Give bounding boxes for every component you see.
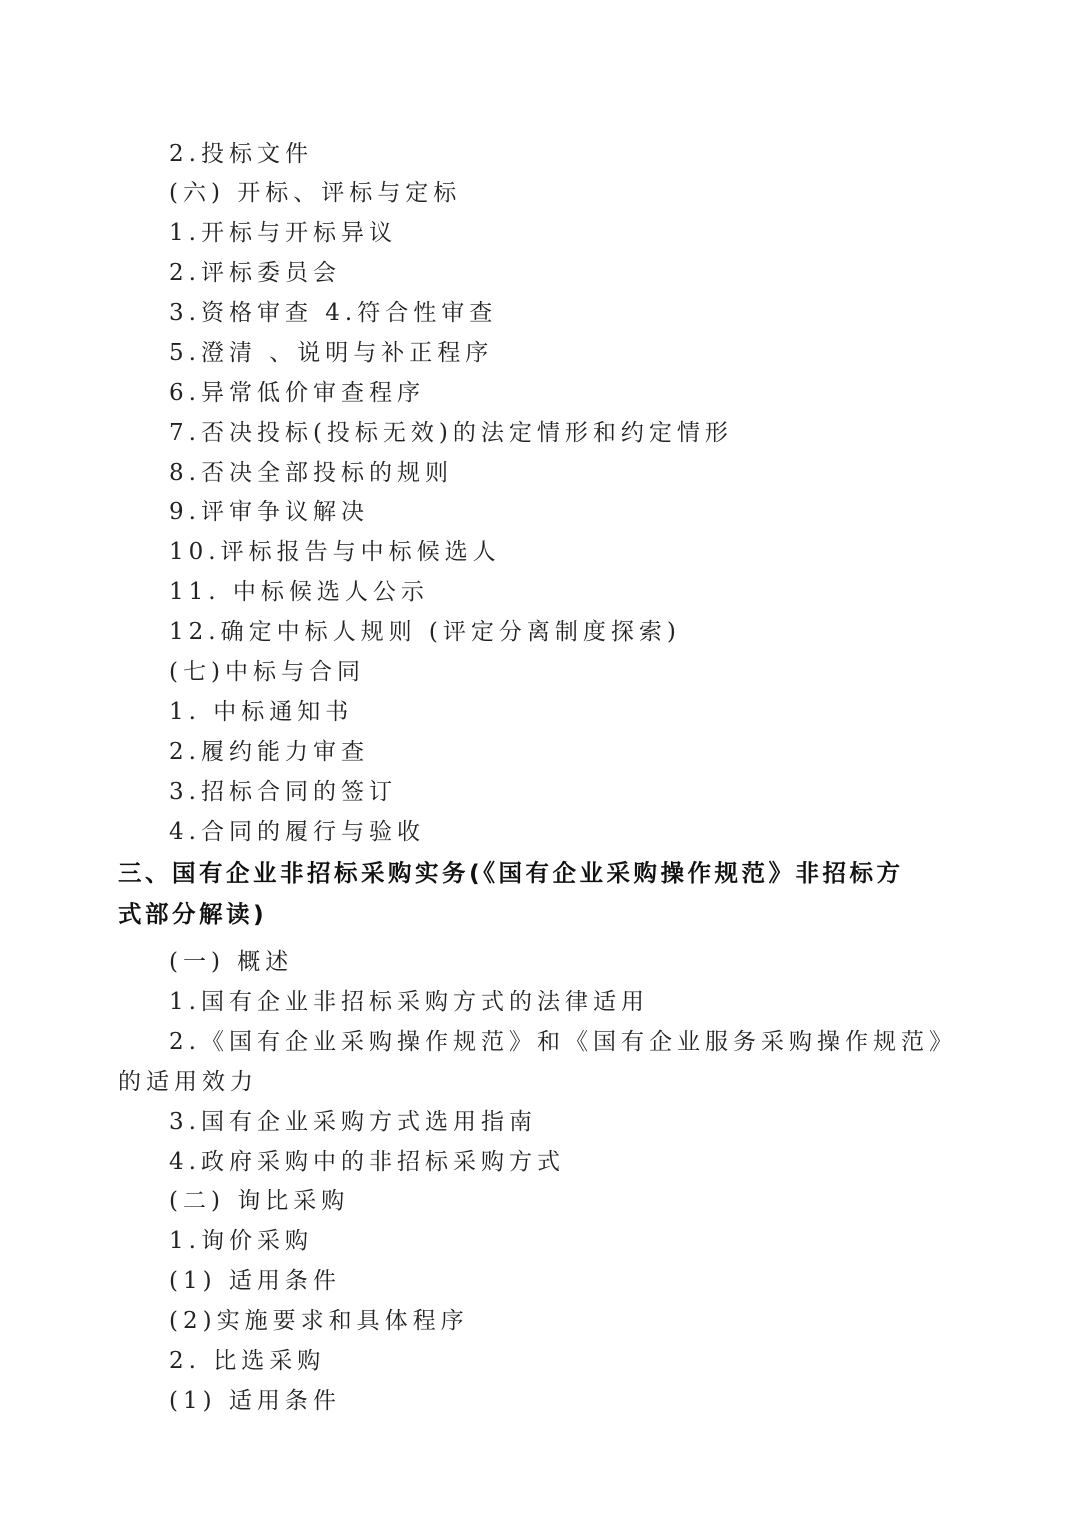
sub6-item-9: 9.评审争议解决	[169, 499, 369, 525]
sub6-item-10: 10.评标报告与中标候选人	[169, 539, 501, 565]
sub7-item-1: 1. 中标通知书	[169, 699, 354, 725]
section-3-heading-line-2: 式部分解读)	[118, 900, 268, 928]
sub6-item-6: 6.异常低价审查程序	[169, 380, 425, 406]
sub6-item-1: 1.开标与开标异议	[169, 220, 397, 246]
sub7-item-4: 4.合同的履行与验收	[169, 819, 425, 845]
subsection-6-title: (六) 开标、评标与定标	[169, 180, 462, 206]
sub6-item-5: 5.澄清 、说明与补正程序	[169, 340, 494, 366]
sec3-sub2-item-1: 1.询价采购	[169, 1228, 313, 1254]
sub6-item-12: 12.确定中标人规则 (评定分离制度探索)	[169, 619, 681, 645]
sec3-sub1-item-3: 3.国有企业采购方式选用指南	[169, 1109, 537, 1135]
subsection-7-title: (七)中标与合同	[169, 659, 365, 685]
section-3-sub2-title: (二) 询比采购	[169, 1188, 350, 1214]
sub6-item-7: 7.否决投标(投标无效)的法定情形和约定情形	[169, 420, 733, 446]
sec3-sub1-item-2: 2.《国有企业采购操作规范》和《国有企业服务采购操作规范》	[169, 1029, 957, 1055]
sec3-sub2-item-1-1: (1) 适用条件	[169, 1268, 341, 1294]
sub6-item-2: 2.评标委员会	[169, 260, 341, 286]
item-bid-documents: 2.投标文件	[169, 141, 313, 167]
sec3-sub2-item-2-1: (1) 适用条件	[169, 1388, 341, 1414]
section-3-sub1-title: (一) 概述	[169, 949, 294, 975]
sub6-item-3-4: 3.资格审查 4.符合性审查	[169, 300, 498, 326]
sec3-sub2-item-2: 2. 比选采购	[169, 1348, 326, 1374]
sec3-sub2-item-1-2: (2)实施要求和具体程序	[169, 1308, 469, 1334]
sub7-item-2: 2.履约能力审查	[169, 739, 369, 765]
sec3-sub1-item-4: 4.政府采购中的非招标采购方式	[169, 1149, 565, 1175]
sub6-item-8: 8.否决全部投标的规则	[169, 460, 453, 486]
section-3-heading-line-1: 三、国有企业非招标采购实务(《国有企业采购操作规范》非招标方	[118, 859, 904, 887]
sec3-sub1-item-1: 1.国有企业非招标采购方式的法律适用	[169, 989, 649, 1015]
sub6-item-11: 11. 中标候选人公示	[169, 579, 429, 605]
sub7-item-3: 3.招标合同的签订	[169, 779, 397, 805]
sec3-sub1-item-2-continued: 的适用效力	[118, 1069, 258, 1095]
